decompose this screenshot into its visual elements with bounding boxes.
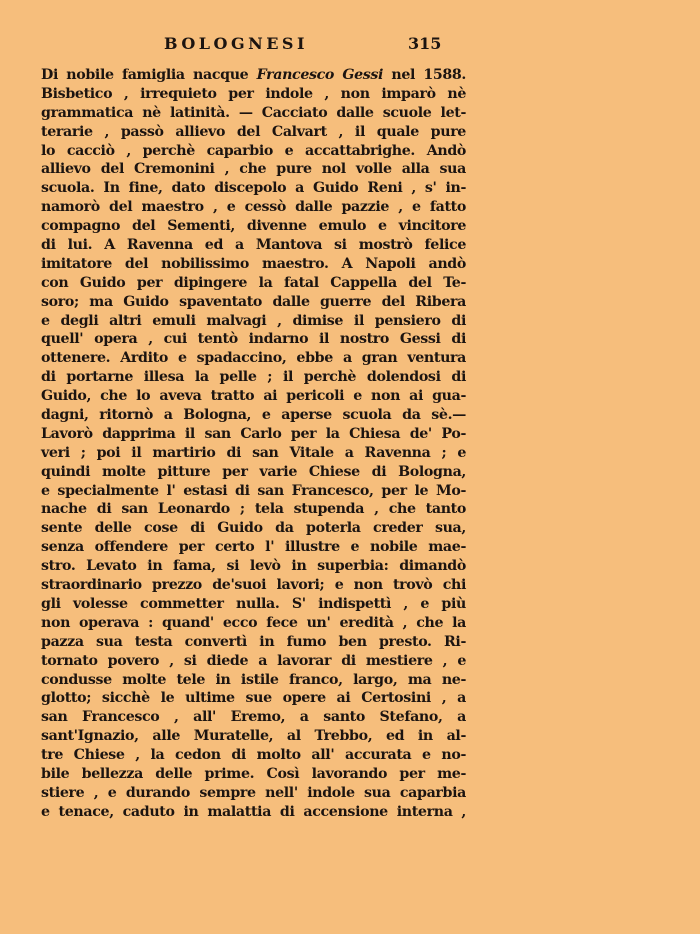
text-line: gli volesse commetter nulla. S' indispettì , e più [41, 595, 466, 612]
text-line: quell' opera , cui tentò indarno il nostro Gessi di [41, 331, 466, 348]
text-line [41, 66, 466, 85]
text-line: grammatica nè latinità. — Cacciato dalle scuole let- [41, 104, 466, 121]
text-line: ottenere. Ardito e spadaccino, ebbe a gran ventura [41, 350, 466, 367]
text-line: sant'Ignazio, alle Muratelle, al Trebbo, ed in al- [41, 728, 466, 745]
text-line: non operava : quand' ecco fece un' eredità , che la [41, 614, 466, 631]
first-line-after: nel 1588. [383, 67, 466, 83]
text-line: terarie , passò allievo del Calvart , il quale pure [41, 123, 466, 140]
text-line: quindi molte pitture per varie Chiese di Bologna, [41, 463, 466, 480]
text-line: tre Chiese , la cedon di molto all' accurata e no- [41, 747, 466, 764]
text-line: san Francesco , all' Eremo, a santo Stefano, a [41, 709, 466, 726]
text-line: veri ; poi il martirio di san Vitale a Ravenna ; e [41, 444, 466, 461]
text-line: Guido, che lo aveva tratto ai pericoli e non ai gua- [41, 388, 466, 405]
text-line: namorò del maestro , e cessò dalle pazzie , e fatto [41, 199, 466, 216]
text-line: e degli altri emuli malvagi , dimise il pensiero di [41, 312, 466, 329]
text-line: soro; ma Guido spaventato dalle guerre del Ribera [41, 293, 466, 310]
text-line: nache di san Leonardo ; tela stupenda , che tanto [41, 501, 466, 518]
text-line: straordinario prezzo de'suoi lavori; e non trovò chi [41, 577, 466, 594]
text-line: senza offendere per certo l' illustre e nobile mae- [41, 539, 466, 556]
artist-name: Francesco Gessi [256, 67, 384, 83]
page-number: 315 [408, 34, 442, 53]
text-line: e tenace, caduto in malattia di accensione interna , [41, 803, 466, 820]
text-line: glotto; sicchè le ultime sue opere ai Certosini , a [41, 690, 466, 707]
text-line: stiere , e durando sempre nell' indole sua caparbia [41, 784, 466, 801]
text-line: allievo del Cremonini , che pure nol volle alla sua [41, 161, 466, 178]
text-line: lo cacciò , perchè caparbio e accattabrighe. Andò [41, 142, 466, 159]
text-line: con Guido per dipingere la fatal Cappella del Te- [41, 274, 466, 291]
running-head: BOLOGNESI [164, 34, 308, 53]
body-text [41, 66, 466, 822]
text-line: tornato povero , si diede a lavorar di mestiere , e [41, 652, 466, 669]
text-line: compagno del Sementi, divenne emulo e vincitore [41, 218, 466, 235]
text-line: di portarne illesa la pelle ; il perchè dolendosi di [41, 369, 466, 386]
text-line: Bisbetico , irrequieto per indole , non imparò nè [41, 85, 466, 102]
text-line: stro. Levato in fama, si levò in superbia: dimandò [41, 558, 466, 575]
text-line: imitatore del nobilissimo maestro. A Napoli andò [41, 255, 466, 272]
text-line: dagni, ritornò a Bologna, e aperse scuola da sè.— [41, 407, 466, 424]
text-line: di lui. A Ravenna ed a Mantova si mostrò felice [41, 237, 466, 254]
text-line: scuola. In fine, dato discepolo a Guido Reni , s' in- [41, 180, 466, 197]
text-line: sente delle cose di Guido da poterla creder sua, [41, 520, 466, 537]
text-line: condusse molte tele in istile franco, largo, ma ne- [41, 671, 466, 688]
text-line: Lavorò dapprima il san Carlo per la Chiesa de' Po- [41, 425, 466, 442]
text-line: e specialmente l' estasi di san Francesco, per le Mo- [41, 482, 466, 499]
text-line: pazza sua testa convertì in fumo ben presto. Ri- [41, 633, 466, 650]
first-line-before: Di nobile famiglia nacque [41, 67, 257, 83]
page-header [0, 34, 700, 58]
text-line: bile bellezza delle prime. Così lavorando per me- [41, 765, 466, 782]
